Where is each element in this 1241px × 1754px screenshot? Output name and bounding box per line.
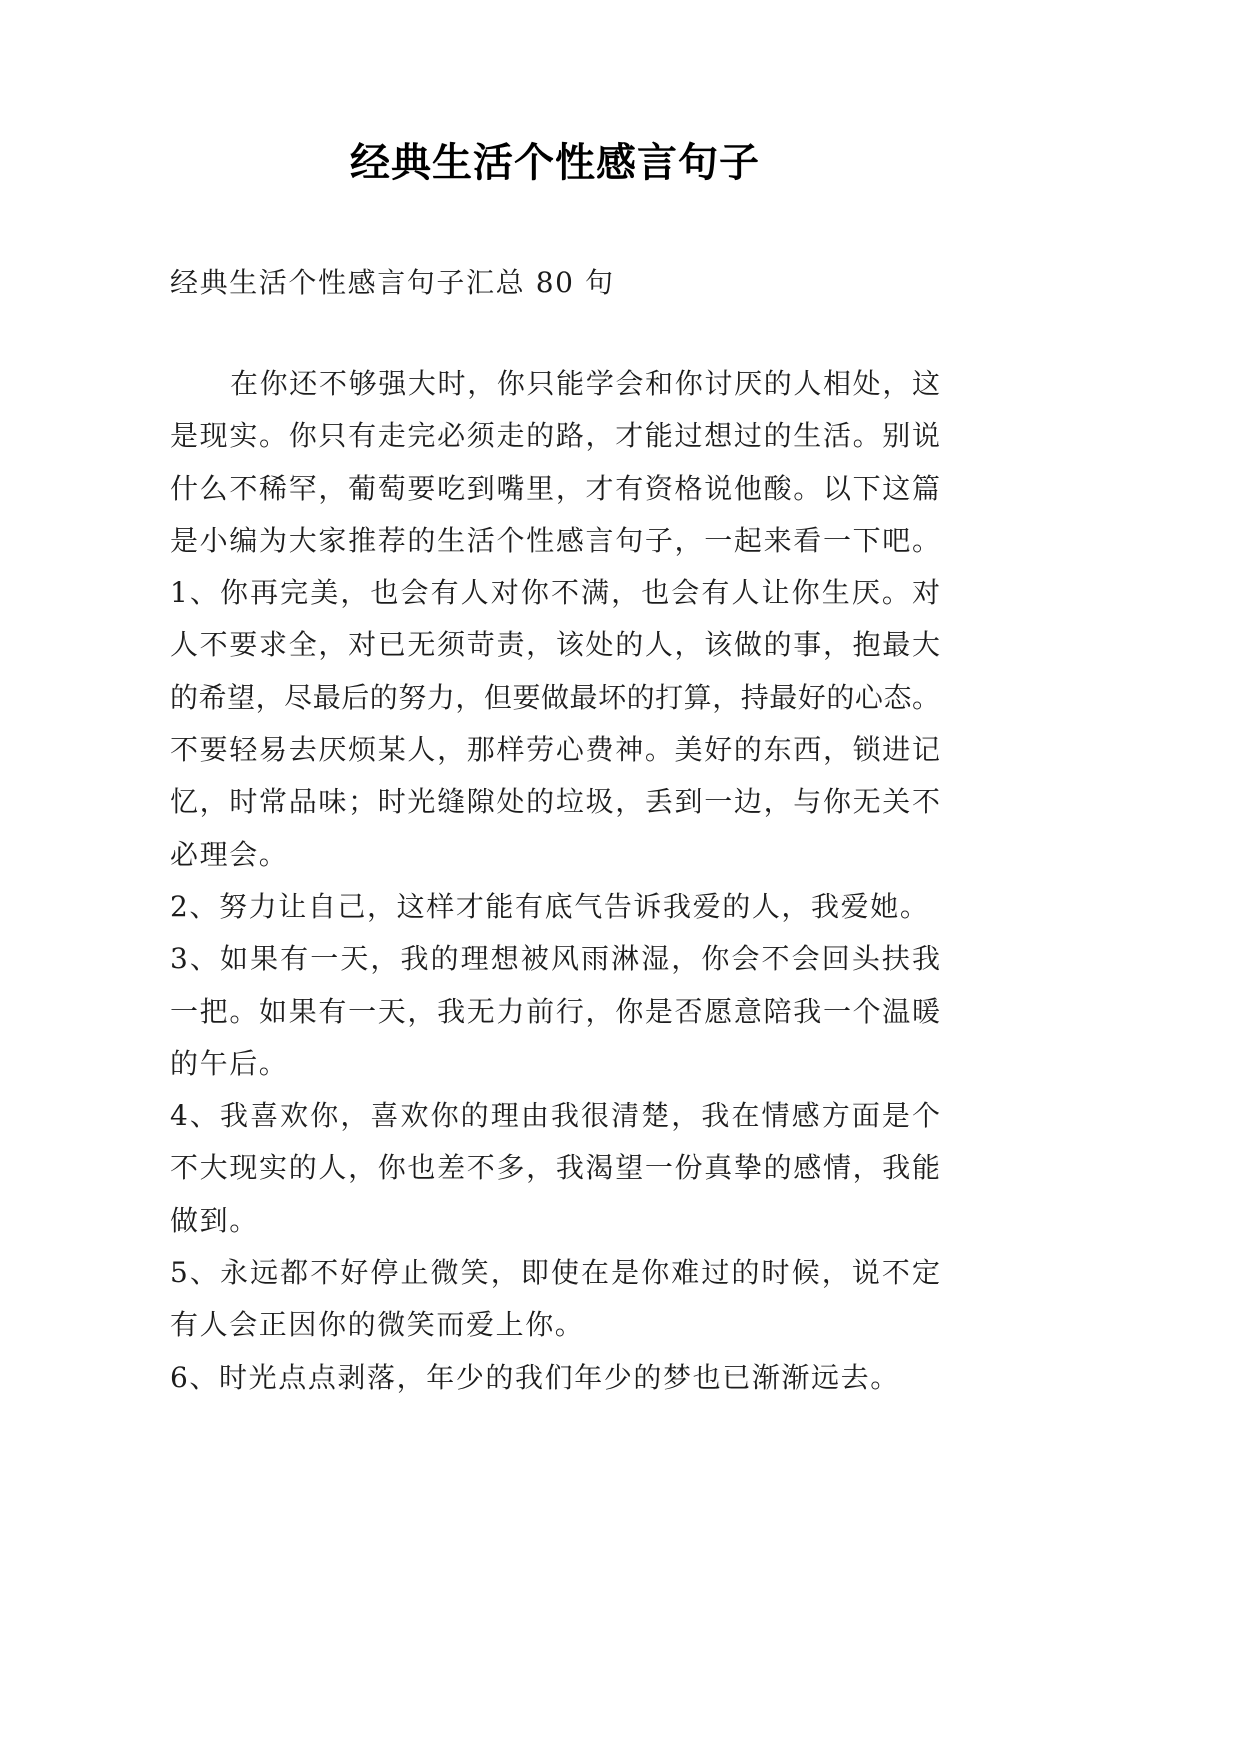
text-line: 必理会。 bbox=[170, 837, 289, 871]
list-item-3 bbox=[170, 933, 940, 1090]
list-item-1 bbox=[170, 567, 940, 881]
text-line: 做到。 bbox=[170, 1203, 259, 1237]
text-line: 3、如果有一天，我的理想被风雨淋湿，你会不会回头扶我 bbox=[170, 942, 940, 976]
text-line: 人不要求全，对已无须苛责，该处的人，该做的事，抱最大 bbox=[170, 628, 940, 662]
text-line: 的希望，尽最后的努力，但要做最坏的打算，持最好的心态。 bbox=[170, 680, 940, 714]
intro-paragraph bbox=[170, 358, 940, 567]
page-title: 经典生活个性感言句子 bbox=[350, 139, 760, 186]
text-line: 不要轻易去厌烦某人，那样劳心费神。美好的东西，锁进记 bbox=[170, 733, 940, 767]
text-line: 6、时光点点剥落，年少的我们年少的梦也已渐渐远去。 bbox=[170, 1360, 900, 1394]
text-line: 2、努力让自己，这样才能有底气告诉我爱的人，我爱她。 bbox=[170, 889, 930, 923]
text-line: 一把。如果有一天，我无力前行，你是否愿意陪我一个温暖 bbox=[170, 994, 940, 1028]
text-line: 1、你再完美，也会有人对你不满，也会有人让你生厌。对 bbox=[170, 576, 940, 610]
text-line: 什么不稀罕，葡萄要吃到嘴里，才有资格说他酸。以下这篇 bbox=[170, 471, 940, 505]
list-item-6 bbox=[170, 1352, 940, 1404]
text-line: 的午后。 bbox=[170, 1046, 289, 1080]
text-line: 5、永远都不好停止微笑，即使在是你难过的时候，说不定 bbox=[170, 1256, 940, 1290]
document-body bbox=[170, 358, 940, 1404]
list-item-2 bbox=[170, 881, 940, 933]
text-line: 忆，时常品味；时光缝隙处的垃圾，丢到一边，与你无关不 bbox=[170, 785, 940, 819]
text-line: 在你还不够强大时，你只能学会和你讨厌的人相处，这 bbox=[230, 367, 940, 400]
text-line: 是现实。你只有走完必须走的路，才能过想过的生活。别说 bbox=[170, 419, 940, 453]
subtitle: 经典生活个性感言句子汇总 80 句 bbox=[170, 266, 615, 299]
text-line: 是小编为大家推荐的生活个性感言句子，一起来看一下吧。 bbox=[170, 523, 940, 557]
text-line: 有人会正因你的微笑而爱上你。 bbox=[170, 1308, 585, 1342]
list-item-4 bbox=[170, 1090, 940, 1247]
list-item-5 bbox=[170, 1247, 940, 1352]
text-line: 不大现实的人，你也差不多，我渴望一份真挚的感情，我能 bbox=[170, 1151, 940, 1185]
text-line: 4、我喜欢你，喜欢你的理由我很清楚，我在情感方面是个 bbox=[170, 1099, 940, 1133]
